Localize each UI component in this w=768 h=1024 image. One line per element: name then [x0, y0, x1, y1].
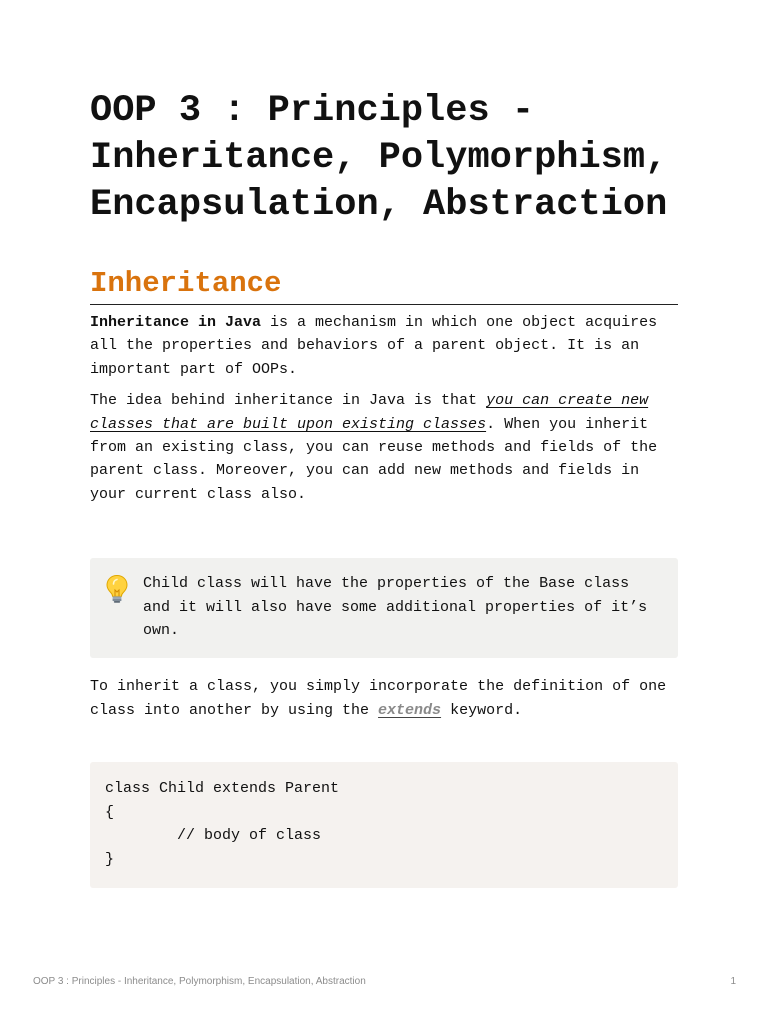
paragraph-text-before: To inherit a class, you simply incorporate the definition of one class into another by using the [90, 678, 667, 719]
code-line: // body of class [105, 827, 322, 845]
footer-title: OOP 3 : Principles - Inheritance, Polymorphism, Encapsulation, Abstraction [33, 976, 366, 987]
lightbulb-icon [104, 574, 130, 604]
page-number: 1 [730, 976, 736, 987]
extends-keyword: extends [378, 701, 442, 719]
code-line: { [105, 803, 115, 821]
paragraph-idea [90, 389, 678, 506]
code-block [90, 762, 678, 888]
emphasis-text: you can create new classes that are built upon existing classes [90, 392, 649, 433]
callout-text: Child class will have the properties of the Base class and it will also have some additional properties of it’s own. [143, 575, 648, 640]
bold-term: Inheritance in Java [90, 314, 262, 331]
paragraph-definition [90, 311, 678, 381]
section-heading-inheritance: Inheritance [90, 267, 678, 305]
paragraph-text-after: . When you inherit from an existing class, you can reuse methods and fields of the parent class. Moreover, you can add new methods and fields in your current class also. [90, 415, 658, 503]
page-footer [33, 976, 736, 987]
paragraph-extends [90, 675, 678, 722]
paragraph-text-before: The idea behind inheritance in Java is that [90, 392, 487, 410]
code-line: class Child extends Parent [105, 780, 340, 798]
page-title: OOP 3 : Principles - Inheritance, Polymorphism, Encapsulation, Abstraction [90, 90, 668, 226]
paragraph-text: is a mechanism in which one object acquires all the properties and behaviors of a parent object. It is an important part of OOPs. [90, 314, 658, 378]
callout-box [90, 558, 678, 658]
document-page [90, 88, 678, 888]
paragraph-text-after: keyword. [441, 701, 523, 719]
code-line: } [105, 850, 115, 868]
